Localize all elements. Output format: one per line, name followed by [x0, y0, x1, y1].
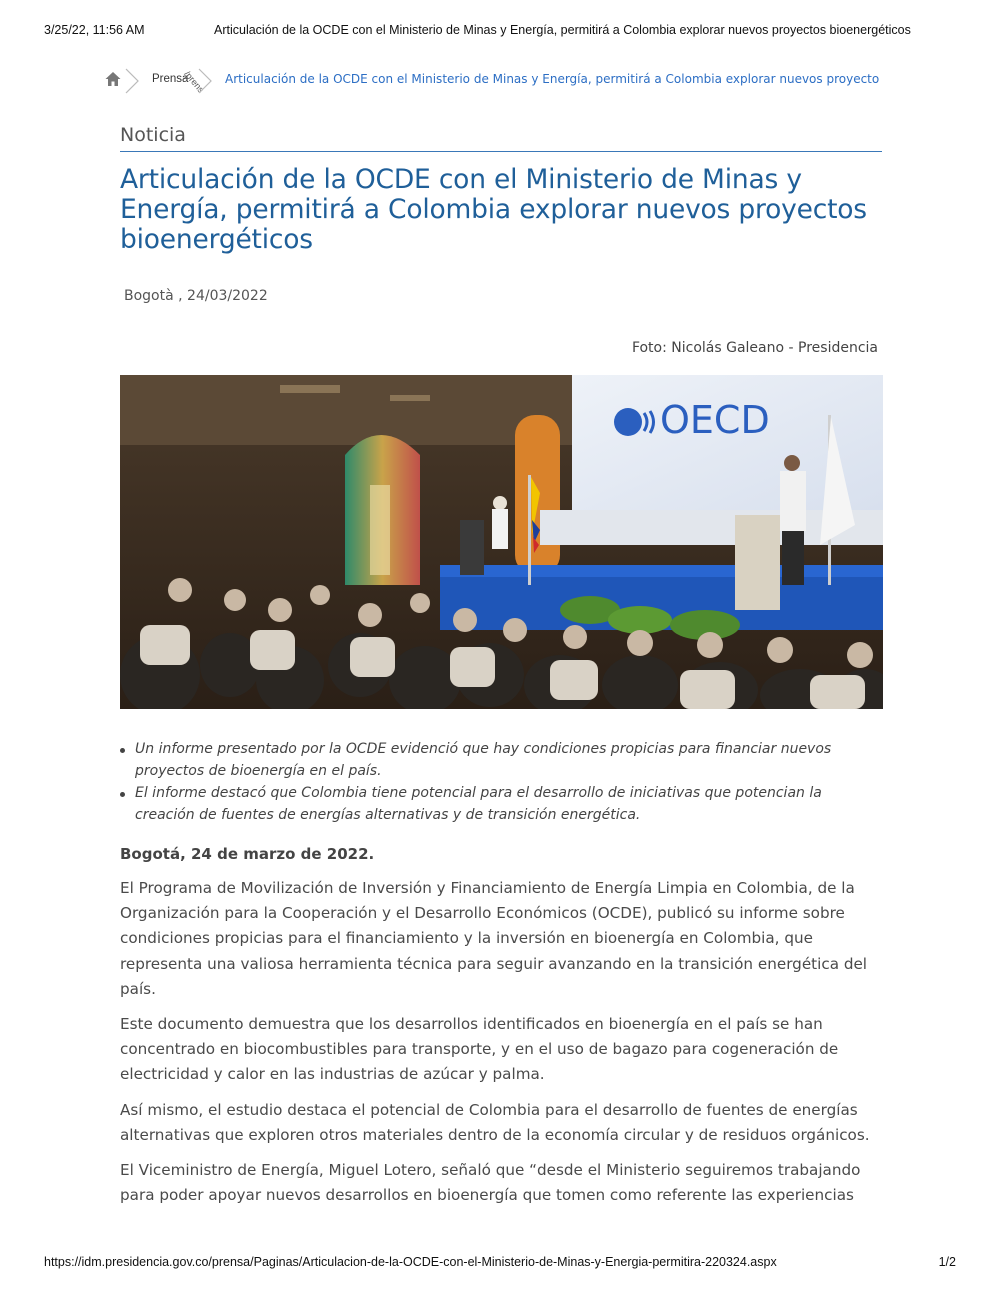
- highlight-text: El informe destacó que Colombia tiene potencial para el desarrollo de iniciativas que potencian la creación de fuentes de energías alternativas y de transición energética.: [135, 785, 822, 823]
- highlight-item: [120, 783, 880, 826]
- chevron-right-icon: [197, 68, 213, 94]
- bullet-icon: [120, 748, 125, 753]
- print-document-title: Articulación de la OCDE con el Ministerio de Minas y Energía, permitirá a Colombia explorar nuevos proyectos bioenergéticos: [214, 23, 911, 37]
- article-lead: Bogotá, 24 de marzo de 2022.: [120, 845, 375, 863]
- article-dateline: Bogotà , 24/03/2022: [124, 288, 268, 304]
- chevron-right-icon: [124, 68, 140, 94]
- category-divider: [120, 151, 882, 152]
- screen-oecd-text: OECD: [660, 398, 770, 442]
- highlight-item: [120, 739, 880, 782]
- highlight-text: Un informe presentado por la OCDE evidenció que hay condiciones propicias para financiar nuevos proyectos de bioenergía en el país.: [135, 741, 832, 779]
- print-url: https://idm.presidencia.gov.co/prensa/Paginas/Articulacion-de-la-OCDE-con-el-Ministerio-de-Minas-y-Energia-permitira-220324.aspx: [44, 1255, 777, 1269]
- article-paragraph: Así mismo, el estudio destaca el potencial de Colombia para el desarrollo de fuentes de energías alternativas que exploren otros materiales dentro de la economía circular y de residuos orgánicos.: [120, 1100, 870, 1144]
- article-body: [120, 876, 884, 1218]
- photo-credit: Foto: Nicolás Galeano - Presidencia: [631, 340, 878, 356]
- article-paragraph: El Programa de Movilización de Inversión y Financiamiento de Energía Limpia en Colombia, de la Organización para la Cooperación y el Desarrollo Económicos (OCDE), publicó su informe sobre condiciones propicias para el financiamiento y la inversión en bioenergía en Colombia, que representa una valiosa herramienta técnica para seguir avanzando en la transición energética del país.: [120, 879, 868, 998]
- breadcrumb-item-prensa[interactable]: Prensa: [152, 73, 189, 85]
- breadcrumb-prensa-stamp: /prens: [182, 69, 207, 95]
- article-title: Articulación de la OCDE con el Ministerio de Minas y Energía, permitirá a Colombia explorar nuevos proyectos bioenergéticos: [120, 164, 867, 255]
- print-header: [44, 23, 956, 41]
- article-paragraph: Este documento demuestra que los desarrollos identificados en bioenergía en el país se han concentrado en biocombustibles para transporte, y en el uso de bagazo para cogeneración de electricidad y calor en las industrias de azúcar y palma.: [120, 1015, 839, 1084]
- print-datetime: 3/25/22, 11:56 AM: [44, 23, 145, 37]
- breadcrumb-current[interactable]: Articulación de la OCDE con el Ministerio de Minas y Energía, permitirá a Colombia explorar nuevos proyecto: [225, 72, 880, 86]
- article-photo: [120, 375, 883, 709]
- category-label: Noticia: [120, 124, 186, 146]
- bullet-icon: [120, 792, 125, 797]
- print-page-number: 1/2: [938, 1255, 956, 1269]
- breadcrumb: [104, 68, 904, 94]
- home-icon[interactable]: [104, 70, 122, 88]
- highlights-list: [120, 739, 880, 827]
- article-paragraph: El Viceministro de Energía, Miguel Lotero, señaló que “desde el Ministerio seguiremos trabajando para poder apoyar nuevos desarrollos en bioenergía que tomen como referente las experiencias: [120, 1161, 861, 1205]
- print-footer: [44, 1255, 956, 1271]
